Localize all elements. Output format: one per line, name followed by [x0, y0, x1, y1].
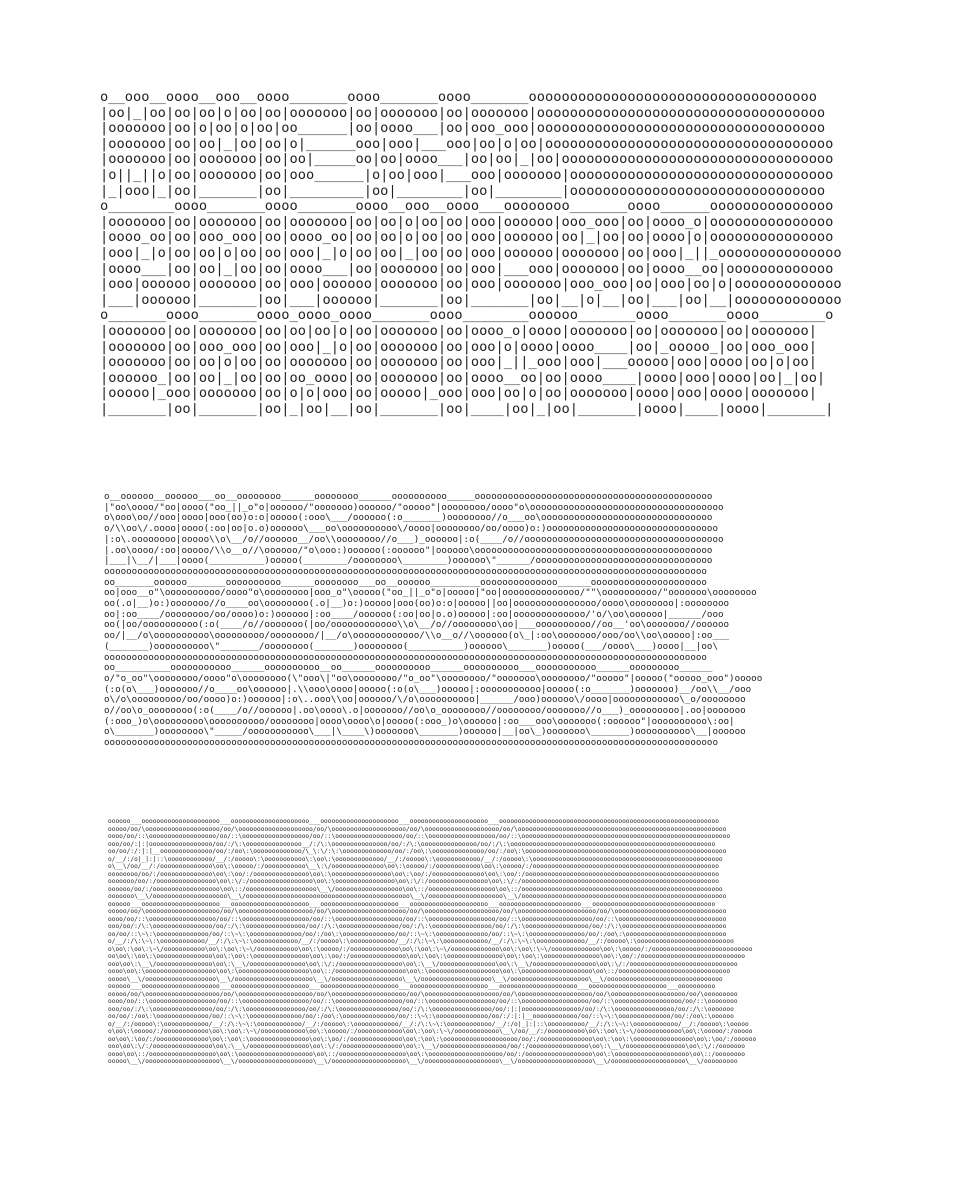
- ascii-art-line: |ooo|oooooo|ooooooo|oo|ooo|oooooo|ooooooo|oo|ooo|ooooooo|ooo_ooo|oo|ooo|oo|o|ooooooooooooo: [100, 276, 842, 293]
- ascii-art-line: o\__\/oo/__/:/oooooooooooooo\oo\:\ooooo/:/ooooooooooo\__\:\/oooooooooooooo\oo\:\ooooo/:/oooooooooooo\oo\:\ooooo/:/oooooooooooooooooooooooooooooooooooooooooooooooooo: [108, 863, 719, 870]
- ascii-art-line: o//oo\o_oooooooo(:o(____/o//oooooo|.oo\oooo\.o|ooooooo//oo\o_oooooooo//oooooooo/ooooooo//o___)_ooooooooo|.oo|ooooooo: [104, 705, 746, 717]
- ascii-art-line: |o||_||o|oo|ooooooo|oo|ooo______|o|oo|ooo|___ooo|ooooooo|oooooooooooooooooooooooooooooooo: [100, 166, 834, 183]
- ascii-art-line: ooooooooooooooooooooooooooooooooooooooooooooooooooooooooooooooooooooooooooooooooooooooooooooooooooooooooooooo: [104, 651, 707, 663]
- ascii-art-banner-top: [100, 90, 860, 442]
- ascii-art-line: |ooooooo|oo|o|oo|o|oo|oo______|oo|oooo___|oo|ooo_ooo|ooooooooooooooooooooooooooooooooooo: [100, 120, 826, 137]
- ascii-art-line: o\oo\:\ooooo/:/oooooooooooo\oo\:\oo\:\~\/oooooooooooo\oo\:\ooooo/:/oooooooooooo\oo\:\oo\:\~\/oooooooooooo\__\/oo/__/:/oooooooooo\oo\:\oo\:\~\/oooooooooooo\oo\:\ooooo/:/ooooo: [108, 1028, 753, 1035]
- ascii-art-line: ooooooooooooooooooooooooooooooooooooooooooooooooooooooooooooooooooooooooooooooooooooooooooooooooooooooooooooooo: [104, 737, 718, 749]
- ascii-art-line: o________oooo_______oooo_______oooo__ooo__oooo___oooooooo_______oooo______ooooooooooooooo: [100, 198, 834, 215]
- ascii-art-line: |_|ooo|_|oo|_______|oo|_________|oo|________|oo|________|ooooooooooooooooooooooooooooooo: [100, 182, 826, 199]
- ascii-art-line: ooo\oo\:\/:/oooooooooooooooo\oo\:\__\/oooooooooooooooo\oo\:\/:/oooooooooooooooo\oo\:\__\/oooooooooooooooooo/oo/:/oooooooooooooooo\oo\:\__\/oooooooooooooooo\oo\:\/:/ooooooo: [108, 1043, 746, 1050]
- ascii-art-line: |oooooo_|oo|oo|_|oo|oo|oo_oooo|oo|ooooooo|oo|oooo__oo|oo|oooo____|oooo|ooo|oooo|oo|_|oo|: [100, 369, 826, 386]
- ascii-art-line: |ooooooo|oo|oo|o|oo|oo|ooooooo|oo|ooooooo|oo|ooo|_||_ooo|ooo|___ooooo|ooo|oooo|oo|o|oo|: [100, 354, 817, 371]
- ascii-art-line: oooo/oo/::\oooooooooooooooooo/oo/::\oooooooooooooooooo/oo/::\oooooooooooooooooo/oo/::\oooooooooooooooooo/oo/::\oooooooooooooooooooooooooooooooooooooooooooooooooooooooo: [108, 833, 731, 840]
- ascii-art-banner-middle: [104, 492, 860, 766]
- ascii-art-line: |ooooooo|oo|ooooooo|oo|oo|oo|o|oo|ooooooo|oo|oooo_o|oooo|ooooooo|oo|ooooooo|oo|ooooooo|: [100, 322, 817, 339]
- ascii-art-line: ooooo\__\/ooooooooooooooooooo\__\/ooooooooooooooooooooo\__\/ooooooooooooooooooo\__\/ooooooooooooooooooo\__\/ooooooooooooooooooooo\__\/ooooooooooooooooooooooooooooooo: [108, 975, 723, 983]
- ascii-art-line: |:o\.oooooooo|ooooo\\o\__/o//oooooo__/oo\\oooooooo//o___)_oooooo|:o(____/o//oooooooooooooooooooooooooooooooooooo: [104, 533, 724, 545]
- ascii-art-line: ooooo/oo/\oooooooooooooooooooo/oo/\oooooooooooooooooooo/oo/\oooooooooooooooooooo/oo/\oooooooooooooooooooo/oo/\oooooooooooooooooooooooooooooooooooooooooooooooooooooooo: [108, 825, 727, 833]
- ascii-art-line: (_______)oooooooooo\"_______/oooooooo(_______)oooooooo(__________)oooooo\_______)ooooo(___/oooo\___)oooo|__|oo\: [104, 640, 718, 652]
- ascii-art-line: o/__/:/o|_|:|::\oooooooooooo/__/:/ooooo\:\ooooooooooo\:\oo\:\ooooooooooooo/__/:/ooooo\:\oooooooooooo/__/:/ooooo\:\ooooooooooooooooooooooooooooooooooooooooooooooooooo: [108, 855, 723, 863]
- ascii-art-line: oo(|oo/oooooooooo(:o(____/o//ooooooo(|oo/oooooooooooo\\o\__/o//oooooooo\oo|___oooooooooo//oo__'oo\ooooooo//oooooo: [104, 619, 730, 631]
- ascii-art-line: |ooooooo|oo|ooooooo|oo|ooooooo|oo|oo|o|oo|oo|ooo|oooooo|ooo_ooo|oo|oooo_o|ooooooooooooooo: [100, 213, 834, 230]
- ascii-art-line: oo/oo/:/:|:|__oooooooooooooo/oo/:/oo\:\ooooooooooooo/\_\:\/:\:\ooooooooooooo/oo/:/oo\:\oooooooooooooo/oo/:/oo\:\oooooooooooooooooooooooooooooooooooooooooooooooooooooo: [108, 848, 727, 855]
- ascii-art-line: |oo|_|oo|oo|oo|o|oo|oo|ooooooo|oo|ooooooo|oo|ooooooo|ooooooooooooooooooooooooooooooooooo: [100, 104, 826, 121]
- ascii-art-line: o_______oooo_______oooo_oooo_oooo_______oooo________oooooo_______oooo_______oooo________o: [100, 307, 834, 324]
- ascii-art-line: |ooooooo|oo|oo|_|oo|oo|o|______ooo|ooo|___ooo|oo|o|oo|ooooooooooooooooooooooooooooooooooo: [100, 135, 834, 152]
- ascii-art-line: |oooo___|oo|oo|_|oo|oo|oooo___|oo|ooooooo|oo|ooo|___ooo|ooooooo|oo|oooo__oo|ooooooooooooo: [100, 260, 834, 277]
- ascii-art-line: oooo/oo/::\oooooooooooooooooo/oo/::\oooooooooooooooooo/oo/::\oooooooooooooooooo/oo/::\oooooooooooooooooo/oo/::\ooooooooooooooooooo/oo/::\ooooooooooooooooooooooooooooo: [108, 915, 727, 923]
- ascii-art-line: ooo/oo/:/\:\oooooooooooooooo/oo/:/\:\oooooooooooooooo/oo/:/\:\oooooooooooooooo/oo/:/\:\oooooooooooooooo/oo/:/\:\ooooooooooooooooo/oo/:/\:\oooooooooooooooooooooooooooo: [108, 923, 727, 930]
- ascii-art-line: oo|ooo__o"\oooooooooo/oooo"o\oooooooo|ooo_o"\ooooo("oo_||_o"o|ooooo|"oo|oooooooooooooo/""\oooooooooo/"ooooooo\oooooooo: [104, 587, 757, 599]
- ascii-art-line: ooooo\__\/oooooooooooooooooooo\__\/oooooooooooooooooooo\__\/oooooooooooooooooooo\__\/oooooooooooooooooooo\__\/oooooooooooooooooooo\__\/oooooooooooooooooooo\__\/ooooooooo: [108, 1058, 738, 1065]
- ascii-art-line: oo(.o|__)o:)ooooooo//o____oo\oooooooo(.o|__)o:)ooooo|ooo(oo)o:o|ooooo||oo|ooooooooooooooo/oooo\oooooooo|:oooooooo: [104, 598, 730, 610]
- ascii-art-line: o/__/:/ooooo\:\oooooooooooo/__/:/\:\~\:\oooooooooooo/__/:/ooooo\:\oooooooooooo/__/:/\:\~\:\oooooooooooo/__/:/o|_|:|::\oooooooooo/__/:/\:\~\:\oooooooooooo/__/:/ooooo\:\ooooo: [108, 1020, 749, 1028]
- ascii-art-line: |_______|oo|_______|oo|_|oo|__|oo|_______|oo|____|oo|_|oo|_______|oooo|____|oooo|_______|: [100, 400, 834, 417]
- ascii-art-line: ooooooo/oo/:/oooooooooooooooo\oo\:\/:/ooooooooooooooooo\oo\:\oooooooooooooooo\oo\:\/:/oooooooooooooooo\oo\:\/:/ooooooooooooooooooooooooooooooooooooooooooooooooooooo: [108, 878, 719, 885]
- ascii-art-line: o\/o\ooooooooo/oo/oooo)o:)oooooo|:o\..ooo\\oo|oooooo/\/o\oooooooooo|______/ooo)oooooo\/oooo|oooooooooooo\_o/oooooooo: [104, 694, 746, 706]
- ascii-art-line: |oooo_oo|oo|ooo_ooo|oo|oooo_oo|oo|oo|o|oo|oo|ooo|oooooo|oo|_|oo|oo|oooo|o|ooooooooooooooo: [100, 229, 834, 246]
- ascii-art-line: |___|oooooo|_______|oo|___|oooooo|_______|oo|_______|oo|__|o|__|oo|___|oo|__|ooooooooooooo: [100, 291, 842, 308]
- ascii-art-line: oooooo___ooooooooooooooooooooo___ooooooooooooooooooooo___ooooooooooooooooooooo___ooooooooooooooooooooo___oooooooooooooooooooooo___ooooooooooooooooooooooooooooooooo: [108, 900, 716, 908]
- ascii-art-line: |.oo\oooo/:oo|ooooo/\\o__o//\oooooo/"o\ooo:)oooooo(:oooooo"|oooooo\ooooooooooooooooooooooooooooooooooooooooooo: [104, 544, 713, 556]
- ascii-art-line: |"oo\oooo/"oo|oooo("oo_||_o"o|oooooo/"ooooooo)oooooo/"ooooo"|oooooooo/oooo"o\ooooooooooooooooooooooooooooooooooo: [104, 501, 724, 513]
- ascii-art-line: oo|:oo____/oooooooo/oo/oooo)o:)oooooo|:oo____/oooooo(:oo|oo|o.o)ooooo|:oo|ooooooooooooo/'o/\oo\oooooo|______/ooo: [104, 608, 724, 620]
- ascii-art-line: ooo/oo/:|:|ooooooooooooooooo/oo/:/\:\ooooooooooooooo__/:/\:\ooooooooooooooo/oo/:/\:\ooooooooooooooo/oo/:/\:\ooooooooooooooooooooooooooooooooooooooooooooooooooooooo: [108, 840, 716, 848]
- ascii-art-line: oo_______oooooo_______oooooooooo______oooooooo___oo__oooooo_________oooooooooooooo______ooooooooooooooooooooo: [104, 576, 707, 588]
- ascii-art-line: oooo/oo/::\oooooooooooooooooo/oo/::\oooooooooooooooooo/oo/::\oooooooooooooooooo/oo/::\oooooooooooooooooo/oo/::\oooooooooooooooooo/oo/::\oooooooooooooooooo/oo/::\oooooooo: [108, 998, 738, 1005]
- ascii-art-line: oooo\oo\:\ooooooooooooooooooo\oo\:\ooooooooooooooooooo\oo\::/ooooooooooooooooooo\oo\:\ooooooooooooooooooo\oo\:\ooooooooooooooooooo\oo\::/oooooooooooooooooooooooooooooo: [108, 968, 731, 975]
- ascii-art-line: o/__/:/\:\~\:\oooooooooooo/__/:/\:\~\:\oooooooooooo/__/:/ooooo\:\oooooooooooo/__/:/\:\~\:\oooooooooooo/__/:/\:\~\:\ooooooooooooo/__/:/ooooo\:\oooooooooooooooooooooooooo: [108, 938, 734, 945]
- ascii-art-line: o\ooo\oo//ooo|oooo|ooo(oo)o:o|ooooo(:ooo\___/oooooo(:o_______)oooooooo//o___oo\ooooooooooooooooooooooooooooooo: [104, 512, 713, 524]
- ascii-art-line: ooooo/oo/\oooooooooooooooooooo/oo/\oooooooooooooooooooo/oo/\oooooooooooooooooooo/oo/\oooooooooooooooooooo/oo/\oooooooooooooooooooo/oo/\oooooooooooooooooooo/oo/\ooooooooo: [108, 990, 738, 998]
- ascii-art-line: oo\oo\:\oo\:\ooooooooooooooo\oo\:\oo\:\ooooooooooooooo\oo\:\oo/:/ooooooooooooooo\oo\:\oo\:\ooooooooooooooo\oo\:\oo\:\ooooooooooooooo\oo\:\oo/:/oooooooooooooooooooooooooooo: [108, 953, 746, 960]
- ascii-art-line: o__oooooo__oooooo___oo__oooooooo______oooooooo______oooooooooo_____ooooooooooooooooooooooooooooooooooooooooooo: [104, 492, 713, 502]
- ascii-art-line: o__ooo__oooo__ooo__oooo_______oooo_______oooo_______ooooooooooooooooooooooooooooooooooo: [100, 90, 817, 105]
- ascii-art-line: oooo\oo\::/oooooooooooooooooo\oo\:\oooooooooooooooooooo\oo\::/oooooooooooooooooo\oo\:\oooooooooooooooooooo/oo/:/oooooooooooooooooo\oo\:\oooooooooooooooooooo\oo\::/oooooooo: [108, 1050, 746, 1058]
- ascii-art-banner-bottom: [108, 818, 860, 1090]
- ascii-art-line: |ooooo|_ooo|ooooooo|oo|o|o|ooo|oo|ooooo|_ooo|ooo|oo|o|oo|ooooooo|oooo|ooo|oooo|ooooooo|: [100, 385, 817, 402]
- ascii-art-line: (:o(o\___)ooooooo//o____oo\oooooo|.\\ooo\oooo|ooooo(:o(o\___)ooooo|:ooooooooooo|ooooo(:o_______)ooooooo)__/oo\\__/ooo: [104, 683, 752, 695]
- ascii-art-line: o/"o_oo"\oooooooo/oooo"o\oooooooo(\"ooo\|"oo\oooooooo/"o_oo"\oooooooo/"ooooooo\oooooooo/"ooooo"|ooooo("ooooo_ooo")ooooo: [104, 672, 763, 684]
- ascii-art-line: ooooo/oo/\oooooooooooooooooooo/oo/\oooooooooooooooooooo/oo/\oooooooooooooooooooo/oo/\oooooooooooooooooooo/oo/\ooooooooooooooooooooo/oo/\oooooooooooooooooooooooooooooo: [108, 908, 727, 915]
- ascii-art-line: |ooo|_|o|oo|oo|o|oo|oo|ooo|_|o|oo|oo|_|oo|oo|ooo|oooooo|ooooooo|oo|ooo|_||_ooooooooooooooo: [100, 244, 842, 261]
- ascii-art-line: oooooo___ooooooooooooooooooooo___ooooooooooooooooooooo___ooooooooooooooooooooo___ooooooooooooooooooooo___ooooooooooooooooooooooooooooooooooooooooooooooooooooooooooo: [108, 818, 719, 825]
- ascii-art-line: ooo\oo\:\__\/ooooooooooooooo\oo\:\__\/ooooooooooooooo\oo\:\/:/ooooooooooooooooo\oo\:\__\/ooooooooooooooo\oo\:\__\/ooooooooooooooooo\oo\:\/:/ooooooooooooooooooooooooooooo: [108, 960, 738, 968]
- ascii-art-line: oo/|__/o\oooooooooo\ooooooooo/oooooooo/|__/o\oooooooooooo/\\o__o//\oooooo(o\_|:oo\ooooooo/ooo/oo\\oo\ooooo|:oo___: [104, 630, 730, 642]
- ascii-art-line: oo\oo\:\oo/:/oooooooooooooo\oo\:\oo\:\oooooooooooooooo\oo\:\oo/:/oooooooooooooo\oo\:\oo\:\oooooooooooooooooooo/oo/:/oooooooooooooo\oo\:\oo\:\oooooooooooooooo\oo\:\oo/:/oooooo: [108, 1035, 757, 1043]
- ascii-art-line: oo/oo/:/oo\:\oooooooooooooo/oo/::\~\:\oooooooooooooo/oo/:/oo\:\oooooooooooooo/oo/::\~\:\oooooooooooooo/oo/:/:|:|__oooooooooooo/oo/::\~\:\oooooooooooooo/oo/:/oo\:\oooooo: [108, 1013, 734, 1020]
- ascii-art-line: |___|\__/|___|oooo(__________)ooooo(________/oooooooo\________)oooooo\"______/oooooooooooooooooooooooooooooooo: [104, 555, 713, 567]
- ascii-art-line: oooooo/oo/:/oooooooooooooooooo\oo\::/ooooooooooooooooooo\__\/oooooooooooooooooo\oo\::/oooooooooooooooooo\oo\::/oooooooooooooooooooooooooooooooooooooooooooooooooooooo: [108, 885, 723, 893]
- ascii-art-line: |ooooooo|oo|ooooooo|oo|oo|_____oo|oo|oooo___|oo|oo|_|oo|ooooooooooooooooooooooooooooooooo: [100, 151, 834, 168]
- ascii-art-line: ooo/oo/:/\:\oooooooooooooooo/oo/:/\:\oooooooooooooooo/oo/:/\:\oooooooooooooooo/oo/:/\:\oooooooooooooooo/oo/:|:|oooooooooooooooo/oo/:/\:\oooooooooooooooo/oo/:/\:\ooooooo: [108, 1005, 734, 1013]
- ascii-art-line: o/\\oo\/.oooo|oooo(:oo|oo|o.o)oooooo\___oo\oooooooooo\/oooo|oooooooo/oo/oooo)o:)ooooooooooooooooooooooooooooooo: [104, 523, 718, 535]
- ascii-art-line: oo__________ooooooooooo______oooooooooo__oo______oooooooooo______oooooooooo___ooooooooooo______ooooooooo______: [104, 662, 713, 674]
- ascii-art-line: ooooooo\__\/oooooooooooooooooooo\__\/oooooooooooooooooooooooooooooooooooooooooooo\__\/oooooooooooooooooooo\__\/ooooooooooooooooooooooooooooooooooooooooooooooooooooooo: [108, 893, 727, 900]
- ascii-art-line: oooooo___ooooooooooooooooooooo___ooooooooooooooooooooo___ooooooooooooooooooooo___ooooooooooooooooooooo___ooooooooooooooooooooo___ooooooooooooooooooooo___oooooooooo: [108, 983, 716, 990]
- ascii-art-line: |ooooooo|oo|ooo_ooo|oo|ooo|_|o|oo|ooooooo|oo|ooo|o|oooo|oooo____|oo|_ooooo_|oo|ooo_ooo|: [100, 338, 817, 355]
- ascii-art-line: o\_______)oooooooo\"_____/ooooooooooo\___|\____\)ooooooo\_______)oooooo|__|oo\_)ooooooo\_______)oooooooooo\__|oooooo: [104, 726, 746, 738]
- ascii-art-line: ooooooooooooooooooooooooooooooooooooooooooooooooooooooooooooooooooooooooooooooooooooooooooooooooooooooooooooo: [104, 565, 707, 577]
- ascii-art-line: oooooooo/oo/:/oooooooooooooo\oo\:\oo/:/ooooooooooooooo\oo\:\oooooooooooooooo\oo\:\oo/:/oooooooooooooo\oo\:\oo/:/oooooooooooooooooooooooooooooooooooooooooooooooooooo: [108, 870, 719, 878]
- ascii-art-line: oo/oo/::\~\:\oooooooooooooo/oo/::\~\:\oooooooooooooo/oo/:/oo\:\oooooooooooooo/oo/::\~\:\oooooooooooooo/oo/::\~\:\ooooooooooooooo/oo/:/oo\:\ooooooooooooooooooooooooooo: [108, 930, 727, 938]
- ascii-art-line: o\oo\:\oo\:\~\/ooooooooooo\oo\:\oo\:\~\/ooooooooooo\oo\:\ooooo/:/ooooooooooooo\oo\:\oo\:\~\/ooooooooooooo\oo\:\oo\:\~\/ooooooooooooo\oo\:\ooooo/:/ooooooooooooooooooooooooooo: [108, 945, 753, 953]
- ascii-art-line: (:ooo_)o\ooooooooo\oooooooooo/oooooooo|oooo\oooo\o|ooooo(:ooo_)o\oooooo|:oo___ooo\ooooooo(:oooooo"|oooooooooo\:oo|: [104, 715, 735, 727]
